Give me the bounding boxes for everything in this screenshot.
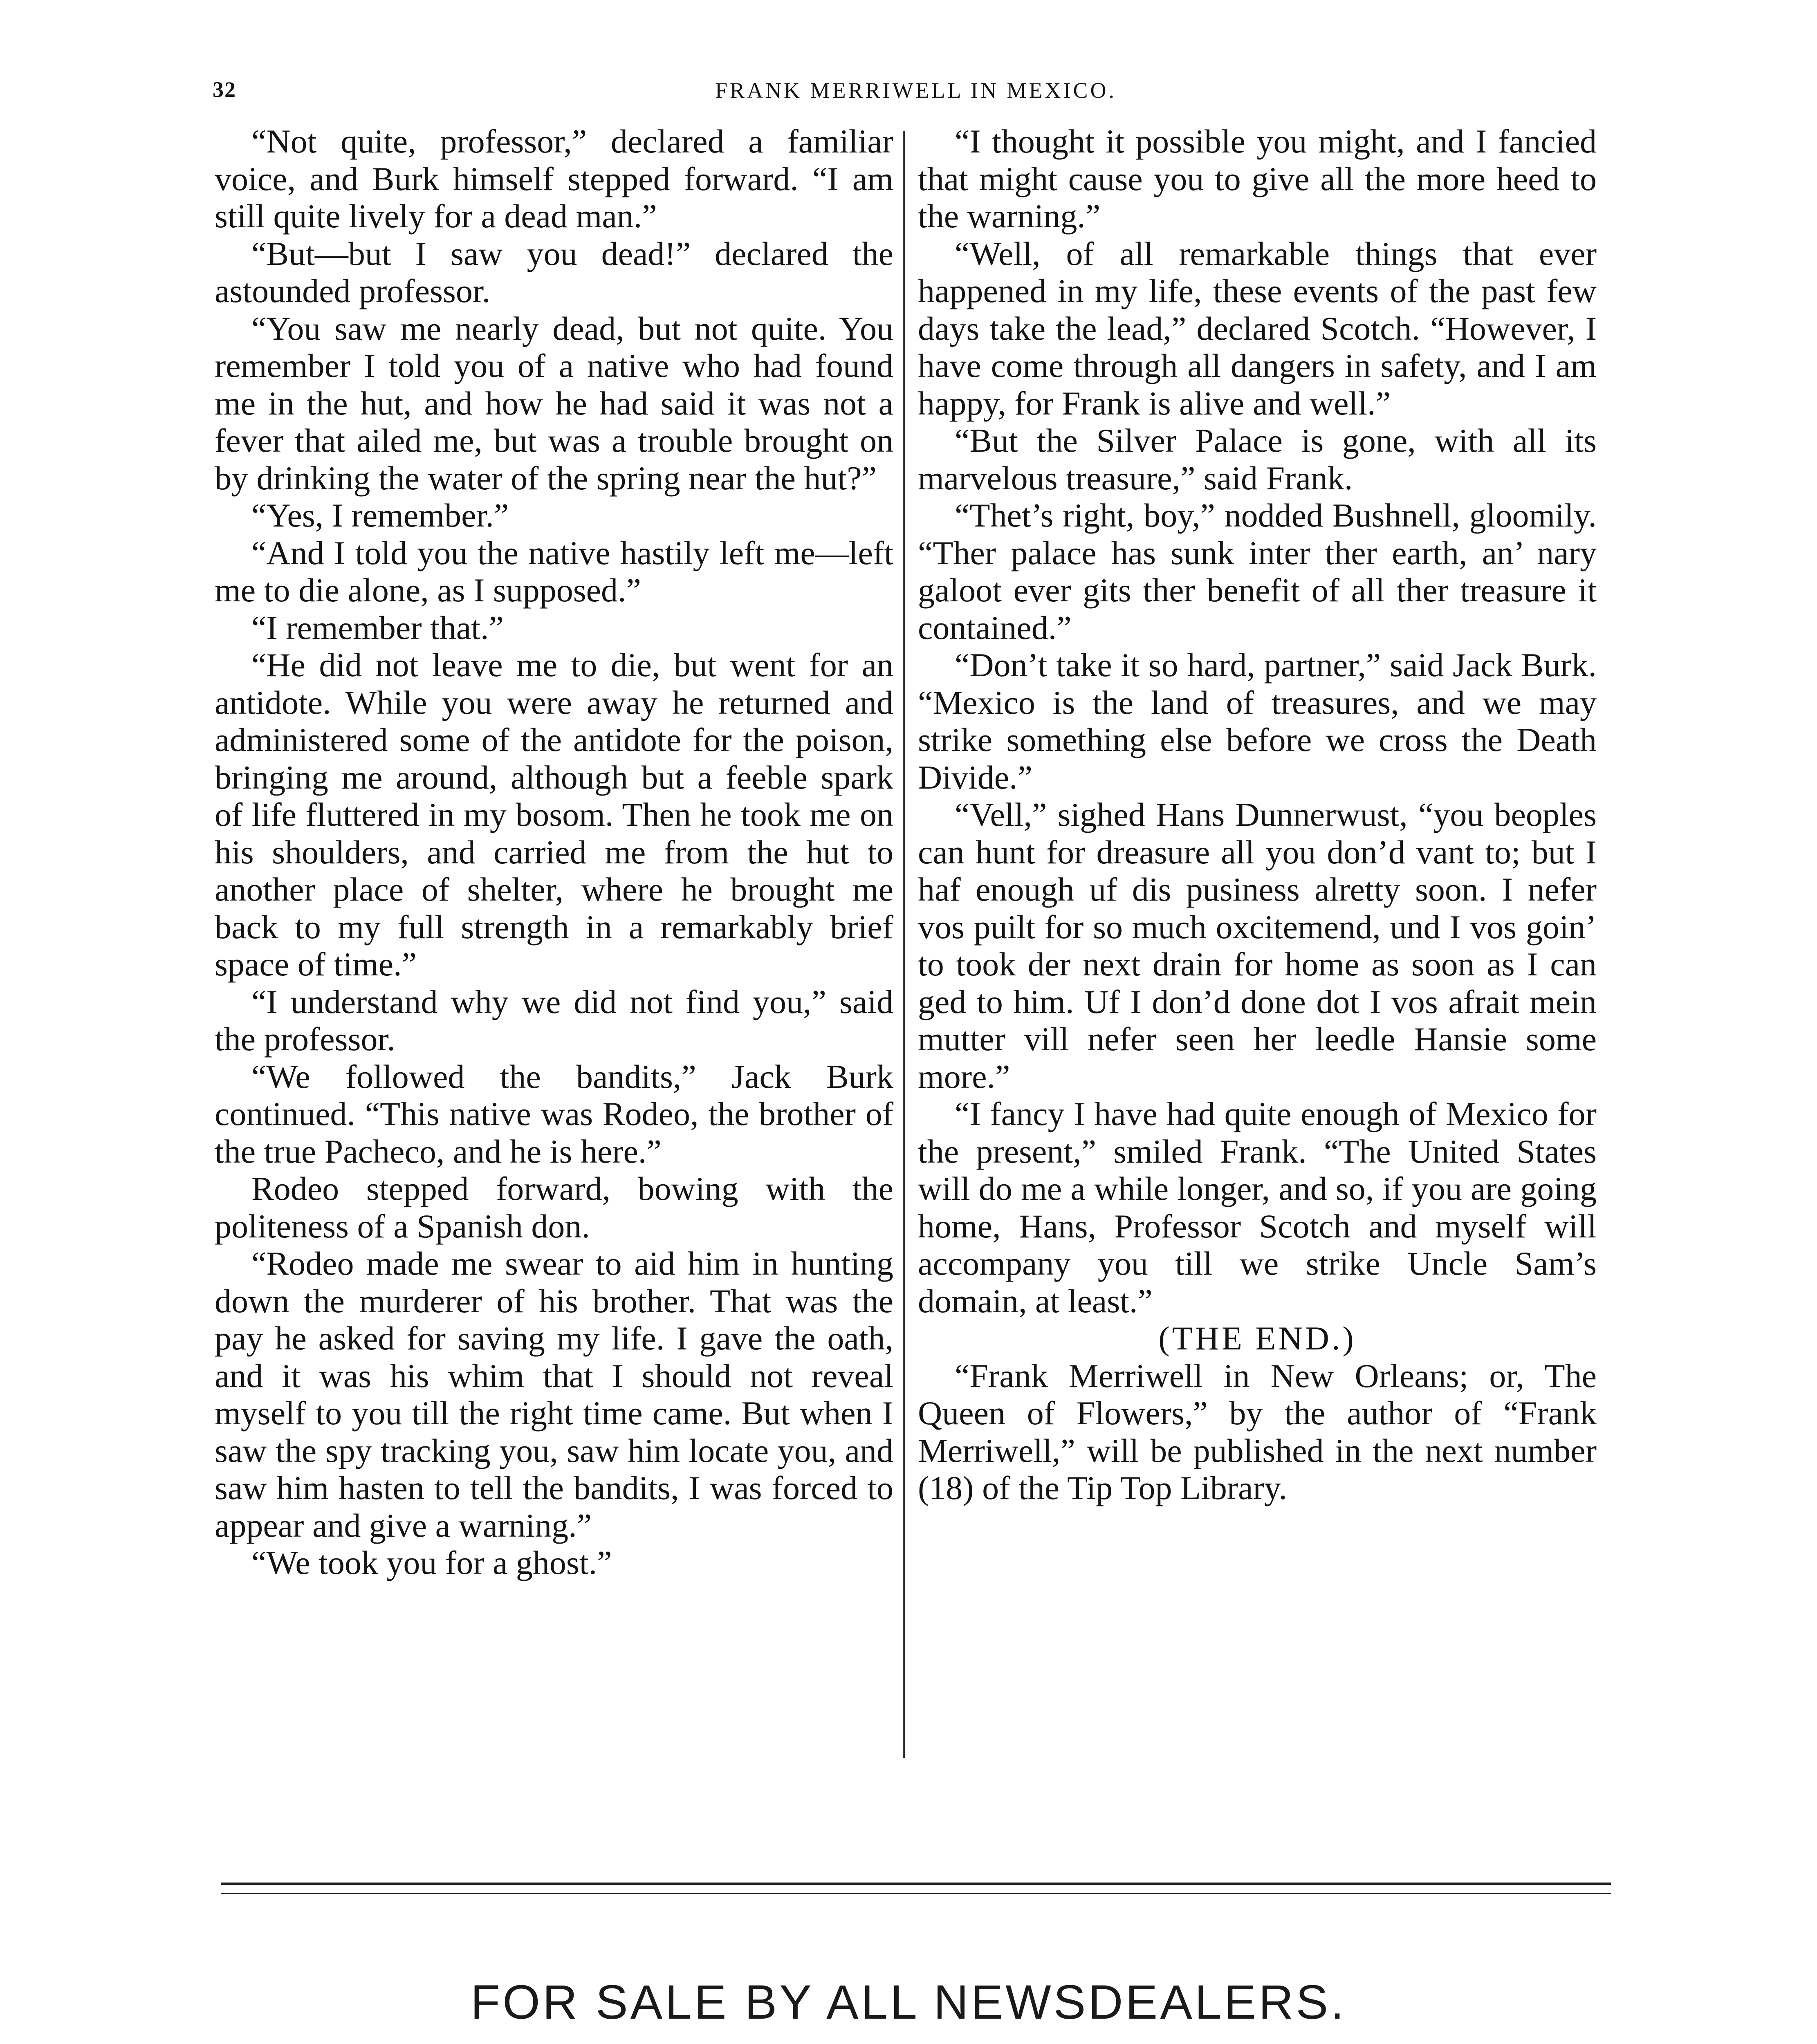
paragraph: “We followed the bandits,” Jack Burk continued. “This native was Rodeo, the brother of the true Pacheco, and he is here.” xyxy=(215,1058,893,1170)
running-title: FRANK MERRIWELL IN MEXICO. xyxy=(715,78,1117,103)
paragraph: Rodeo stepped forward, bowing with the politeness of a Spanish don. xyxy=(215,1170,893,1245)
separator-rule xyxy=(221,1893,1611,1894)
paragraph: “Don’t take it so hard, partner,” said Jack Burk. “Mexico is the land of treasures, and we may strike something else before we cross the Death Divide.” xyxy=(918,646,1597,796)
paragraph: “Not quite, professor,” declared a familiar voice, and Burk himself stepped forward. “I am still quite lively for a dead man.” xyxy=(215,123,893,235)
paragraph: “I remember that.” xyxy=(251,609,504,646)
paragraph: “But the Silver Palace is gone, with all its marvelous treasure,” said Frank. xyxy=(918,422,1597,497)
paragraph: “Yes, I remember.” xyxy=(251,497,509,534)
separator-rule xyxy=(221,1883,1611,1885)
paragraph: “We took you for a ghost.” xyxy=(251,1544,612,1581)
paragraph: “And I told you the native hastily left me—left me to die alone, as I supposed.” xyxy=(215,534,893,609)
paragraph: “I thought it possible you might, and I fancied that might cause you to give all the more heed to the warning.” xyxy=(918,123,1597,235)
paragraph: “But—but I saw you dead!” declared the astounded professor. xyxy=(215,235,893,309)
paragraph: “I understand why we did not find you,” said the professor. xyxy=(215,983,893,1058)
next-issue-notice: “Frank Merriwell in New Orleans; or, The Queen of Flowers,” by the author of “Frank Merriwell,” will be published in the next number (18) of the Tip Top Library. xyxy=(918,1357,1597,1506)
paragraph: “Thet’s right, boy,” nodded Bushnell, gloomily. “Ther palace has sunk inter ther earth, an’ nary galoot ever gits ther benefit of all ther treasure it contained.” xyxy=(918,497,1597,646)
paragraph: “Well, of all remarkable things that ever happened in my life, these events of the past few days take the lead,” declared Scotch. “However, I have come through all dangers in safety, and I am happy, for Frank is alive and well.” xyxy=(918,235,1597,422)
paragraph: “He did not leave me to die, but went for an antidote. While you were away he returned and administered some of the antidote for the poison, bringing me around, although but a feeble spark of life fluttered in my bosom. Then he took me on his shoulders, and carried me from the hut to another place of shelter, where he brought me back to my full strength in a remarkably brief space of time.” xyxy=(215,646,893,983)
ad-line-newsdealers: FOR SALE BY ALL NEWSDEALERS. xyxy=(471,1975,1346,2029)
page-header xyxy=(204,69,1627,119)
paragraph: “You saw me nearly dead, but not quite. You remember I told you of a native who had found me in the hut, and how he had said it was not a fever that ailed me, but was a trouble brought on by drinking the water of the spring near the hut?” xyxy=(215,309,893,497)
column-divider xyxy=(903,131,905,1758)
right-column xyxy=(918,123,1597,1507)
paragraph: “Rodeo made me swear to aid him in hunting down the murderer of his brother. That was the pay he asked for saving my life. I gave the oath, and it was his whim that I should not reveal myself to you till the right time came. But when I saw the spy tracking you, saw him locate you, and saw him hasten to tell the bandits, I was forced to appear and give a warning.” xyxy=(215,1245,893,1544)
page-number: 32 xyxy=(213,77,236,102)
the-end-marker: (THE END.) xyxy=(1158,1320,1356,1357)
paragraph: “I fancy I have had quite enough of Mexico for the present,” smiled Frank. “The United States will do me a while longer, and so, if you are going home, Hans, Professor Scotch and myself will accompany you till we strike Uncle Sam’s domain, at least.” xyxy=(918,1095,1597,1320)
paragraph: “Vell,” sighed Hans Dunnerwust, “you beoples can hunt for dreasure all you don’d vant to; but I haf enough uf dis pusiness alretty soon. I nefer vos puilt for so much oxcitemend, und I vos goin’ to took der next drain for home as soon as I can ged to him. Uf I don’d done dot I vos afrait mein mutter vill nefer seen her leedle Hansie some more.” xyxy=(918,796,1597,1095)
left-column xyxy=(215,123,893,1582)
